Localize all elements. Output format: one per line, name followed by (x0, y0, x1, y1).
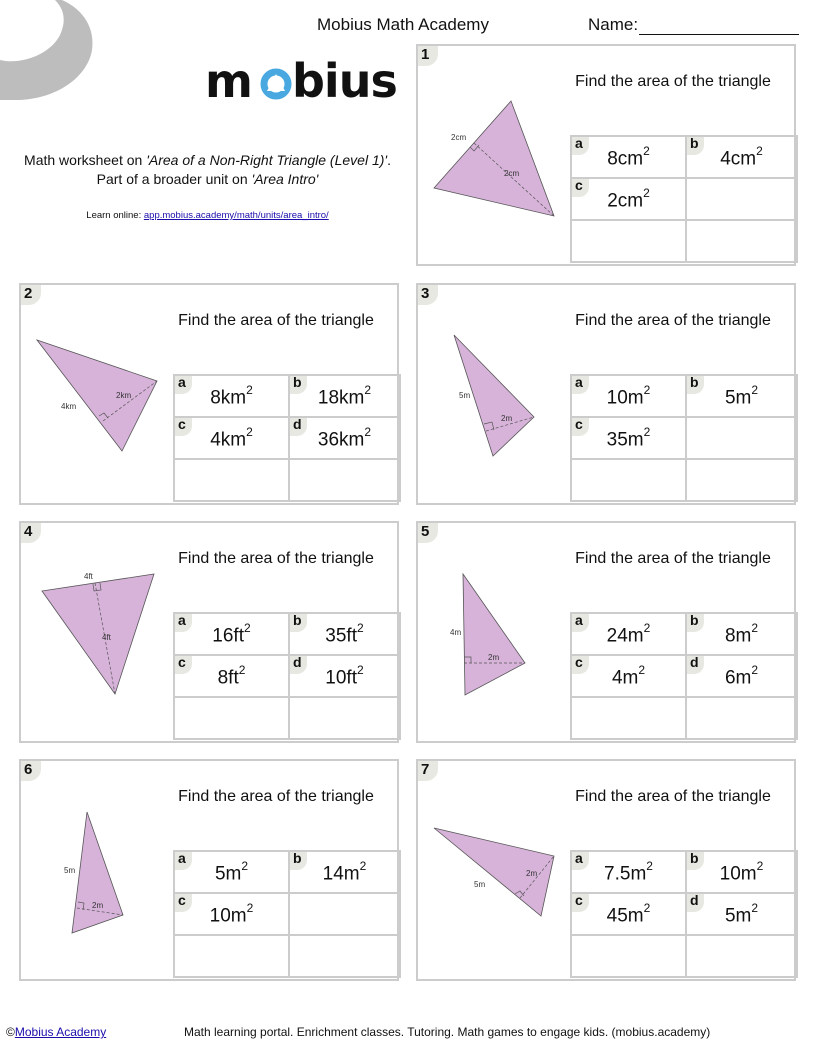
option-exponent: 2 (364, 383, 372, 397)
option-label: b (687, 137, 704, 155)
description-topic: 'Area of a Non-Right Triangle (Level 1)' (146, 152, 388, 168)
question-card-4 (19, 521, 399, 743)
answer-empty-cell (572, 460, 685, 500)
option-label: b (290, 852, 307, 870)
option-exponent: 2 (357, 663, 364, 677)
answer-empty-cell (175, 460, 288, 500)
option-value: 10m (606, 387, 644, 409)
option-value: 7.5m (604, 863, 647, 885)
height-label: 2cm (504, 169, 520, 178)
option-value: 5m (214, 863, 242, 885)
option-exponent: 2 (359, 859, 367, 873)
height-label: 4ft (102, 633, 111, 642)
name-label: Name: (588, 15, 639, 34)
answer-empty-cell (685, 936, 798, 976)
answer-option-b[interactable] (288, 376, 401, 416)
answer-option-b[interactable] (288, 614, 401, 654)
base-label: 2cm (451, 133, 467, 142)
answer-grid (570, 612, 798, 740)
option-label: c (175, 656, 192, 674)
option-label: a (572, 376, 589, 394)
option-exponent: 2 (241, 859, 249, 873)
answer-option-c[interactable] (572, 894, 685, 934)
option-value: 2cm (607, 190, 644, 212)
option-value: 8km (210, 387, 247, 409)
option-value: 35ft (325, 625, 357, 647)
option-exponent: 2 (238, 663, 246, 677)
question-card-7 (416, 759, 796, 981)
option-exponent: 2 (751, 621, 759, 635)
option-value: 45m (606, 905, 644, 927)
option-label: b (687, 852, 704, 870)
answer-empty-cell (572, 221, 685, 261)
option-exponent: 2 (246, 425, 253, 439)
option-label: a (572, 852, 589, 870)
base-label: 4ft (84, 572, 93, 581)
answer-option-d[interactable] (685, 894, 798, 934)
option-label: c (572, 418, 589, 436)
triangle-diagram (21, 523, 171, 743)
base-label: 5m (64, 866, 76, 875)
answer-empty-cell (288, 894, 401, 934)
option-label: b (687, 376, 704, 394)
option-value: 8m (724, 625, 752, 647)
answer-grid (173, 612, 401, 740)
answer-option-c[interactable] (175, 418, 288, 458)
answer-empty-cell (288, 936, 401, 976)
question-card-5 (416, 521, 796, 743)
option-exponent: 2 (643, 425, 651, 439)
option-value: 10ft (325, 667, 357, 689)
option-exponent: 2 (643, 621, 651, 635)
answer-option-a[interactable] (175, 852, 288, 892)
answer-empty-cell (685, 179, 798, 219)
answer-option-a[interactable] (572, 852, 685, 892)
svg-text:m: m (205, 55, 252, 100)
option-label: d (687, 656, 704, 674)
description-unit: 'Area Intro' (251, 171, 319, 187)
answer-empty-cell (685, 460, 798, 500)
option-label: c (572, 656, 589, 674)
question-number: 3 (418, 285, 438, 305)
answer-grid (173, 374, 401, 502)
question-prompt: Find the area of the triangle (178, 312, 374, 329)
question-prompt: Find the area of the triangle (575, 73, 771, 90)
option-value: 18km (317, 387, 365, 409)
height-label: 2m (488, 653, 500, 662)
footer-tagline: Math learning portal. Enrichment classes. Tutoring. Math games to engage kids. (mobius.academy) (184, 1025, 711, 1039)
option-exponent: 2 (643, 186, 650, 200)
question-number: 4 (21, 523, 41, 543)
logo-swoosh-decoration (0, 0, 105, 105)
answer-grid (570, 374, 798, 502)
worksheet-description (20, 151, 395, 189)
option-exponent: 2 (756, 859, 764, 873)
question-prompt: Find the area of the triangle (178, 788, 374, 805)
footer-copyright (6, 1025, 106, 1039)
question-card-3 (416, 283, 796, 505)
learn-label: Learn online: (86, 210, 144, 221)
description-mid: . Part of a broader unit on (96, 152, 391, 187)
answer-option-d[interactable] (288, 418, 401, 458)
option-exponent: 2 (246, 901, 254, 915)
triangle-diagram (418, 46, 568, 266)
answer-grid (570, 850, 798, 978)
option-value: 4m (611, 667, 639, 689)
triangle-diagram (21, 761, 171, 981)
question-prompt: Find the area of the triangle (575, 550, 771, 567)
answer-option-b[interactable] (685, 376, 798, 416)
question-card-2 (19, 283, 399, 505)
name-blank-line[interactable] (639, 17, 799, 35)
question-card-1 (416, 44, 796, 266)
option-exponent: 2 (756, 144, 763, 158)
answer-option-a[interactable] (572, 376, 685, 416)
option-value: 16ft (212, 625, 244, 647)
triangle-diagram (418, 285, 568, 505)
answer-empty-cell (288, 460, 401, 500)
height-label: 2km (116, 391, 132, 400)
learn-online-link[interactable]: app.mobius.academy/math/units/area_intro/ (143, 210, 329, 221)
option-label: c (572, 894, 589, 912)
option-label: a (175, 852, 192, 870)
option-value: 14m (322, 863, 360, 885)
option-exponent: 2 (751, 901, 759, 915)
option-label: a (175, 376, 192, 394)
answer-option-c[interactable] (572, 656, 685, 696)
option-value: 4km (210, 429, 247, 451)
option-label: c (572, 179, 589, 197)
question-prompt: Find the area of the triangle (575, 312, 771, 329)
answer-option-c[interactable] (572, 179, 685, 219)
triangle-diagram (21, 285, 171, 505)
answer-empty-cell (175, 698, 288, 738)
height-label: 2m (501, 414, 513, 423)
question-number: 7 (418, 761, 438, 781)
triangle-diagram (418, 523, 568, 743)
answer-option-b[interactable] (685, 852, 798, 892)
option-value: 35m (606, 429, 644, 451)
answer-option-c[interactable] (175, 656, 288, 696)
question-number: 1 (418, 46, 438, 66)
mobius-logo (205, 55, 400, 100)
answer-option-d[interactable] (288, 656, 401, 696)
copyright-symbol: © (6, 1025, 15, 1039)
answer-grid (570, 135, 798, 263)
option-value: 10m (719, 863, 757, 885)
mobius-academy-link[interactable]: Mobius Academy (14, 1025, 107, 1039)
option-exponent: 2 (364, 425, 372, 439)
answer-option-d[interactable] (685, 656, 798, 696)
option-exponent: 2 (751, 383, 759, 397)
base-label: 4m (450, 628, 462, 637)
option-value: 8ft (217, 667, 239, 689)
height-label: 2m (526, 869, 538, 878)
learn-online (20, 210, 395, 221)
answer-empty-cell (175, 936, 288, 976)
answer-grid (173, 850, 401, 978)
answer-option-b[interactable] (685, 137, 798, 177)
option-exponent: 2 (244, 621, 251, 635)
answer-empty-cell (572, 698, 685, 738)
answer-option-b[interactable] (685, 614, 798, 654)
option-label: a (572, 137, 589, 155)
answer-option-a[interactable] (572, 614, 685, 654)
option-exponent: 2 (246, 383, 253, 397)
question-number: 6 (21, 761, 41, 781)
option-exponent: 2 (638, 663, 646, 677)
option-label: d (290, 656, 307, 674)
option-exponent: 2 (751, 663, 759, 677)
answer-empty-cell (685, 221, 798, 261)
option-value: 36km (317, 429, 365, 451)
option-value: 5m (724, 387, 752, 409)
base-label: 5m (474, 880, 486, 889)
height-label: 2m (92, 901, 104, 910)
option-exponent: 2 (357, 621, 364, 635)
option-value: 24m (606, 625, 644, 647)
site-title: Mobius Math Academy (317, 15, 489, 34)
option-label: d (290, 418, 307, 436)
question-card-6 (19, 759, 399, 981)
option-label: d (687, 894, 704, 912)
option-value: 4cm (720, 148, 757, 170)
name-field (588, 15, 799, 35)
option-label: a (572, 614, 589, 632)
base-label: 5m (459, 391, 471, 400)
triangle-diagram (418, 761, 568, 981)
answer-option-c[interactable] (175, 894, 288, 934)
question-number: 5 (418, 523, 438, 543)
answer-option-a[interactable] (175, 376, 288, 416)
option-value: 8cm (607, 148, 644, 170)
option-exponent: 2 (643, 901, 651, 915)
option-label: b (290, 376, 307, 394)
question-number: 2 (21, 285, 41, 305)
option-label: b (687, 614, 704, 632)
svg-text:bius: bius (292, 55, 397, 100)
answer-option-b[interactable] (288, 852, 401, 892)
question-prompt: Find the area of the triangle (178, 550, 374, 567)
option-value: 6m (724, 667, 752, 689)
answer-option-a[interactable] (175, 614, 288, 654)
answer-option-a[interactable] (572, 137, 685, 177)
answer-empty-cell (685, 418, 798, 458)
option-label: b (290, 614, 307, 632)
option-exponent: 2 (643, 383, 651, 397)
description-prefix: Math worksheet on (24, 152, 147, 168)
option-label: a (175, 614, 192, 632)
answer-empty-cell (288, 698, 401, 738)
option-value: 5m (724, 905, 752, 927)
option-exponent: 2 (646, 859, 653, 873)
answer-empty-cell (685, 698, 798, 738)
answer-empty-cell (572, 936, 685, 976)
option-label: c (175, 418, 192, 436)
option-exponent: 2 (643, 144, 650, 158)
base-label: 4km (61, 402, 77, 411)
option-label: c (175, 894, 192, 912)
option-value: 10m (209, 905, 247, 927)
question-prompt: Find the area of the triangle (575, 788, 771, 805)
answer-option-c[interactable] (572, 418, 685, 458)
